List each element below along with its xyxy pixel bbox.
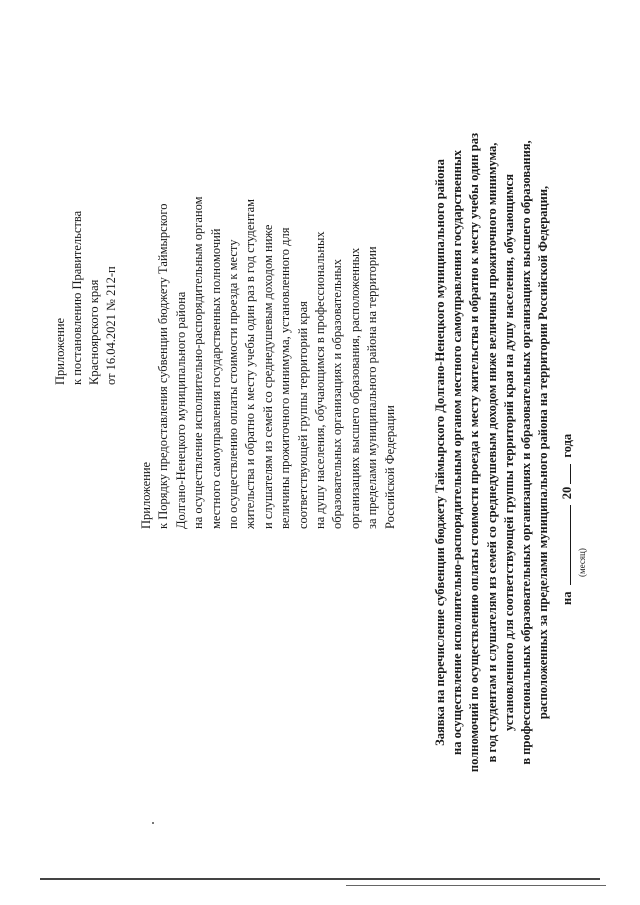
title-line: Заявка на перечисление субвенции бюджету Таймырского Долгано-Ненецкого муниципального района: [433, 159, 447, 746]
month-blank-field[interactable]: [558, 505, 571, 585]
scan-edge-line: [40, 878, 600, 880]
appendix-govt-line: Приложение: [53, 317, 67, 385]
appendix-order-line: на осуществление исполнительно-распорядительным органом: [191, 196, 206, 529]
appendix-order-line: местного самоуправления государственных полномочий: [208, 228, 223, 529]
title-line: в год студентам и слушателям из семей со среднедушевым доходом ниже величины прожиточного минимума,: [484, 142, 499, 763]
appendix-order-line: на душу населения, обучающимся в профессиональных: [313, 231, 328, 529]
appendix-order-line: Приложение: [139, 461, 153, 529]
appendix-order-block: [138, 196, 399, 529]
appendix-government-block: [52, 211, 120, 385]
appendix-order-line: соответствующей группы территорий края: [295, 301, 310, 529]
appendix-order-line: Российской Федерации: [382, 405, 397, 529]
title-line: расположенных за пределами муниципального района на территории Российской Федерации,: [536, 185, 551, 720]
appendix-order-line: организациях высшего образования, расположенных: [347, 247, 362, 529]
title-line: в профессиональных образовательных организациях и образовательных организациях высшего образования,: [519, 140, 534, 765]
date-suffix: года: [560, 433, 574, 458]
appendix-order-line: по осуществлению оплаты стоимости проезда к месту: [226, 239, 241, 529]
appendix-govt-line: Красноярского края: [87, 279, 101, 385]
title-line: на осуществление исполнительно-распорядительным органом местного самоуправления государственных: [450, 150, 465, 755]
appendix-order-line: и слушателям из семей со среднедушевым доходом ниже: [260, 224, 275, 529]
title-line: установленного для соответствующей группы территорий края на душу населения, обучающимся: [501, 174, 516, 731]
month-caption: (месяц): [577, 548, 587, 577]
scan-edge-line-secondary: [346, 885, 606, 886]
appendix-order-line: к Порядку предоставления субвенции бюджету Таймырского: [156, 203, 171, 529]
appendix-order-line: величины прожиточного минимума, установленного для: [278, 227, 293, 529]
appendix-order-line: образовательных организациях и образовательных: [330, 258, 345, 529]
scan-speck: [152, 822, 154, 824]
date-line: [558, 434, 575, 605]
appendix-govt-line: от 16.04.2021 № 212-п: [104, 266, 118, 385]
appendix-order-line: жительства и обратно к месту учебы один раз в год студентам: [243, 198, 258, 529]
year-blank-field[interactable]: [558, 464, 571, 484]
appendix-order-line: за пределами муниципального района на территории: [365, 246, 380, 529]
title-line: полномочий по осуществлению оплаты стоимости проезда к месту жительства и обратно к месту учебы один раз: [467, 132, 482, 773]
date-year-prefix: 20: [560, 486, 574, 500]
date-prefix: на: [560, 591, 574, 605]
request-title: [432, 0, 552, 905]
appendix-order-line: Долгано-Ненецкого муниципального района: [173, 291, 188, 529]
appendix-govt-line: к постановлению Правительства: [70, 210, 84, 385]
